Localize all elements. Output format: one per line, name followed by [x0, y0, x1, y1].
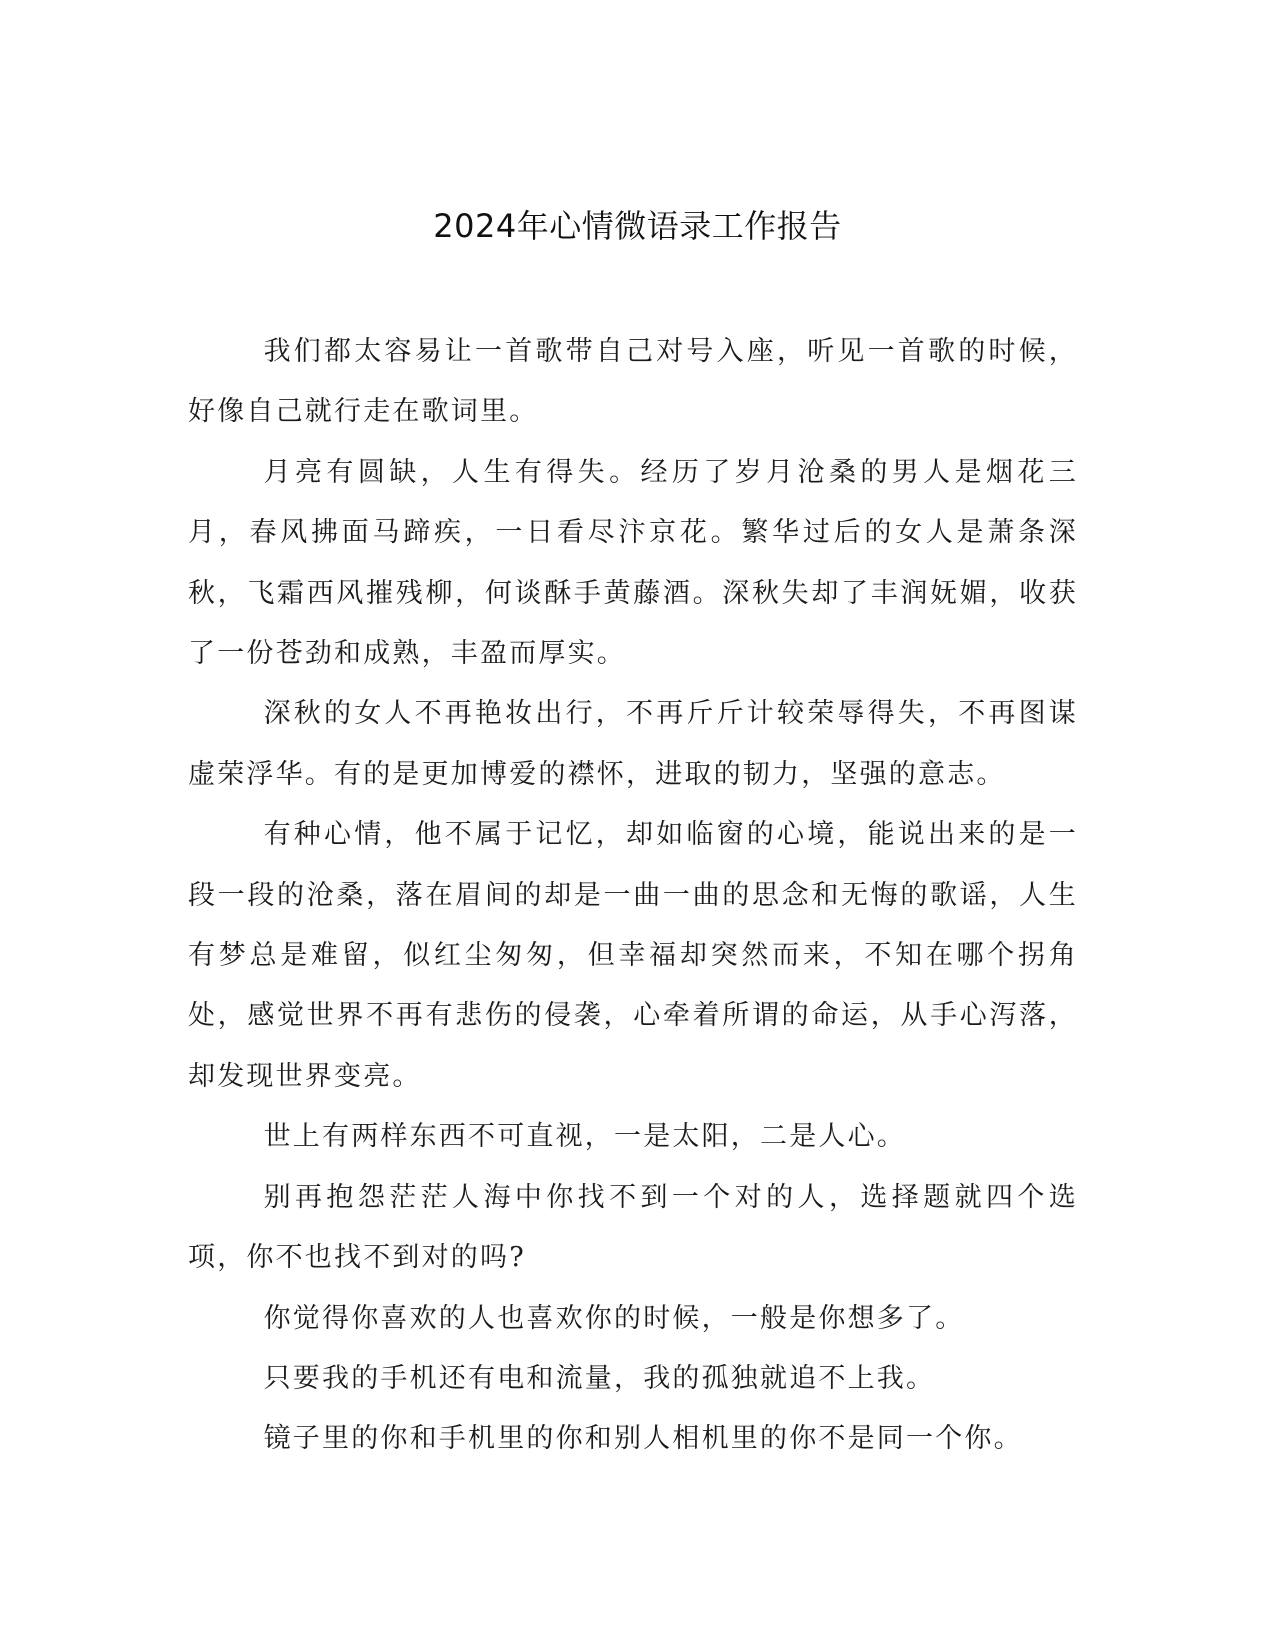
paragraph-8: 只要我的手机还有电和流量，我的孤独就追不上我。	[263, 1362, 936, 1394]
paragraph-7: 你觉得你喜欢的人也喜欢你的时候，一般是你想多了。	[263, 1302, 965, 1334]
document-title: 2024年心情微语录工作报告	[433, 207, 842, 245]
paragraph-9: 镜子里的你和手机里的你和别人相机里的你不是同一个你。	[263, 1423, 1023, 1455]
paragraph-1: 我们都太容易让一首歌带自己对号入座，听见一首歌的时候，好像自己就行走在歌词里。	[188, 336, 1078, 428]
document-body	[188, 322, 1078, 1470]
paragraph-4: 有种心情，他不属于记忆，却如临窗的心境，能说出来的是一段一段的沧桑，落在眉间的却是一曲一曲的思念和无悔的歌谣，人生有梦总是难留，似红尘匆匆，但幸福却突然而来，不知在哪个拐角处，感觉世界不再有悲伤的侵袭，心牵着所谓的命运，从手心泻落，却发现世界变亮。	[188, 819, 1078, 1092]
paragraph-6: 别再抱怨茫茫人海中你找不到一个对的人，选择题就四个选项，你不也找不到对的吗?	[188, 1181, 1078, 1274]
paragraph-5: 世上有两样东西不可直视，一是太阳，二是人心。	[263, 1121, 906, 1153]
paragraph-3: 深秋的女人不再艳妆出行，不再斤斤计较荣辱得失，不再图谋虚荣浮华。有的是更加博爱的襟怀，进取的韧力，坚强的意志。	[188, 698, 1078, 790]
paragraph-2: 月亮有圆缺，人生有得失。经历了岁月沧桑的男人是烟花三月，春风拂面马蹄疾，一日看尽汴京花。繁华过后的女人是萧条深秋，飞霜西风摧残柳，何谈酥手黄藤酒。深秋失却了丰润妩媚，收获了一份苍劲和成熟，丰盈而厚实。	[188, 456, 1078, 670]
